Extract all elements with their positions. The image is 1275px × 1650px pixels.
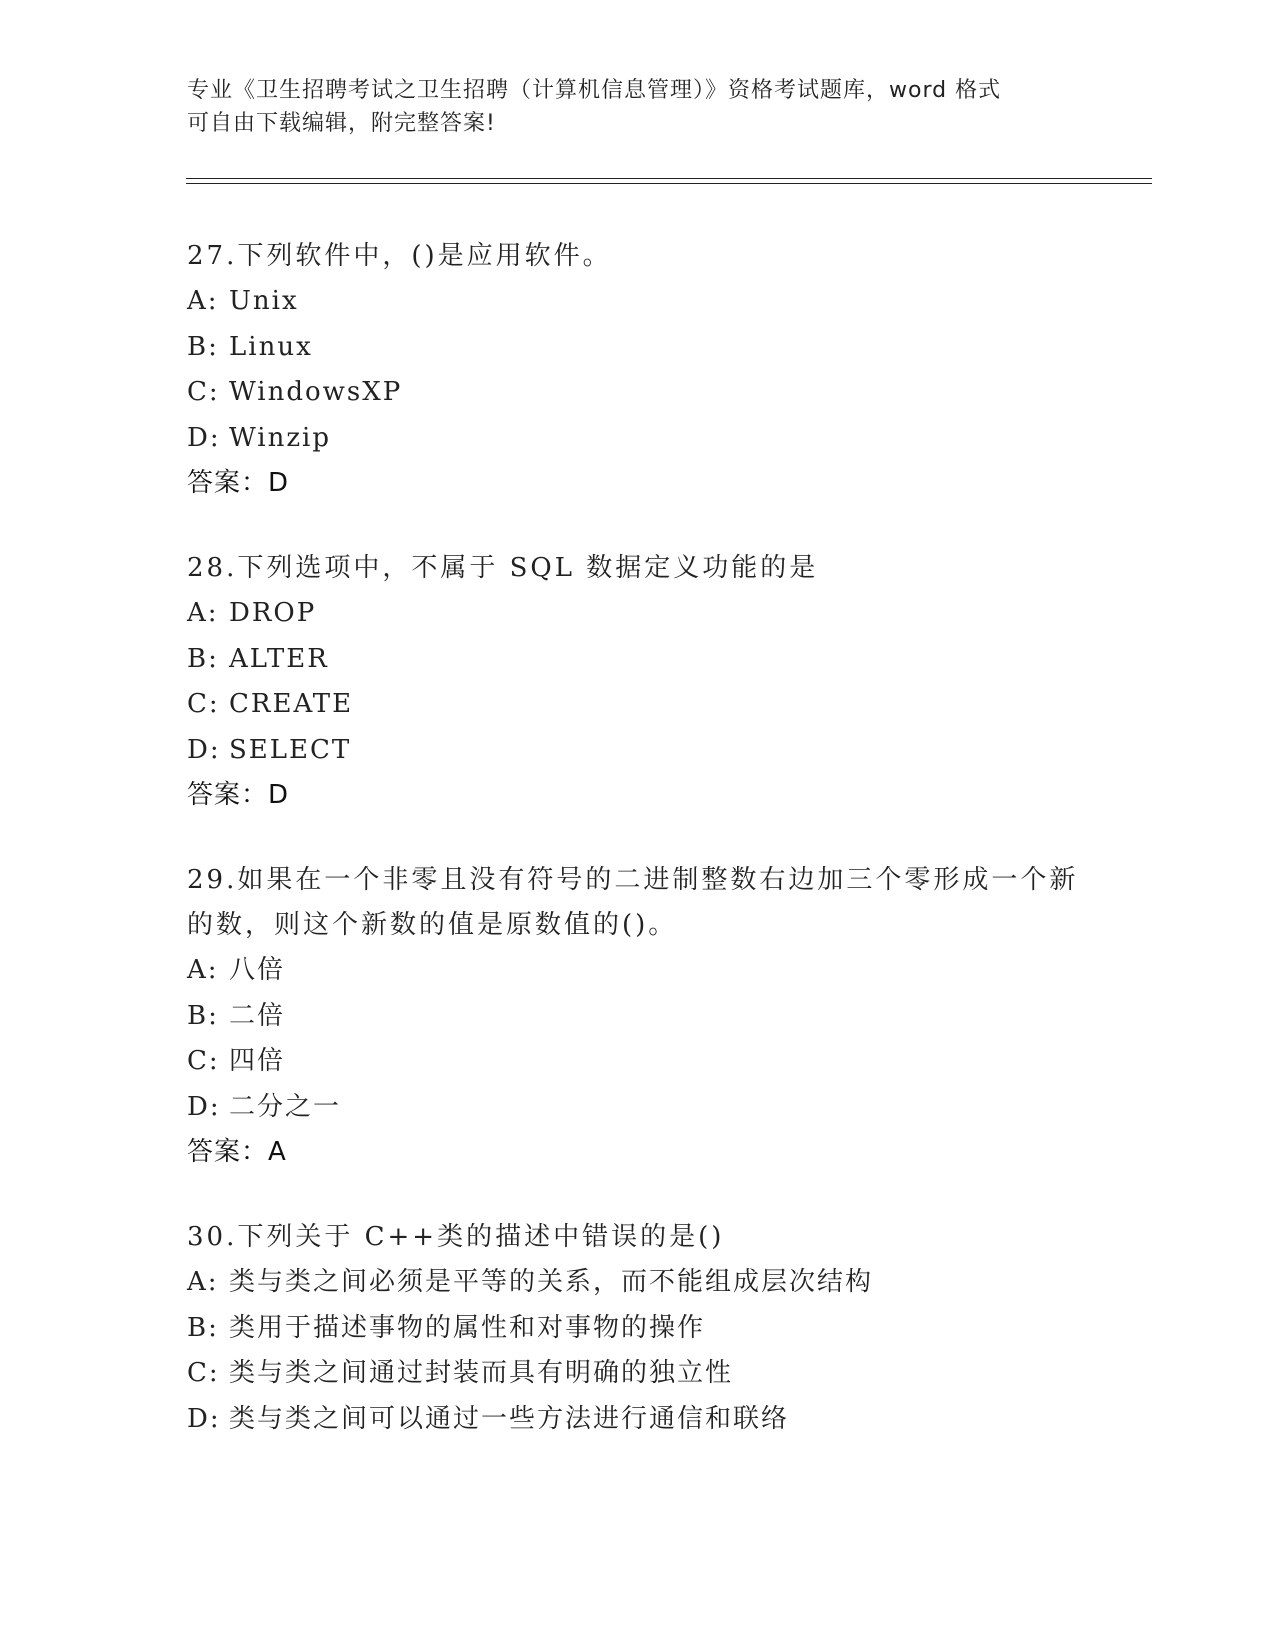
question-stem: 28.下列选项中，不属于 SQL 数据定义功能的是 xyxy=(187,553,819,583)
question-28 xyxy=(187,546,1087,817)
option-b xyxy=(187,994,1087,1040)
option-c xyxy=(187,682,1087,728)
option-b xyxy=(187,637,1087,683)
option-letter: A: xyxy=(187,1267,219,1297)
option-letter: D: xyxy=(187,734,221,765)
answer-line: 答案：D xyxy=(187,468,290,498)
option-letter: A: xyxy=(187,598,219,628)
question-stem: 30.下列关于 C++类的描述中错误的是() xyxy=(187,1222,725,1252)
option-letter: C: xyxy=(187,1358,220,1388)
option-text: 类与类之间必须是平等的关系，而不能组成层次结构 xyxy=(229,1267,874,1297)
option-text: Winzip xyxy=(229,422,331,453)
option-text: 类与类之间可以通过一些方法进行通信和联络 xyxy=(229,1403,790,1434)
option-text: 八倍 xyxy=(229,955,286,985)
option-a xyxy=(187,948,1087,994)
answer-line: 答案：D xyxy=(187,780,290,810)
option-letter: B: xyxy=(187,1312,219,1343)
option-text: 四倍 xyxy=(229,1046,286,1076)
option-letter: D: xyxy=(187,1091,221,1122)
option-letter: D: xyxy=(187,422,221,453)
question-29 xyxy=(187,858,1087,1174)
option-text: 二倍 xyxy=(229,1000,286,1031)
header-line-1: 专业《卫生招聘考试之卫生招聘（计算机信息管理）》资格考试题库，word 格式 xyxy=(187,78,1002,103)
option-d xyxy=(187,1397,1087,1443)
option-a xyxy=(187,279,1087,325)
option-letter: C: xyxy=(187,1046,220,1076)
answer-line: 答案：A xyxy=(187,1137,287,1167)
option-c xyxy=(187,1039,1087,1085)
option-text: WindowsXP xyxy=(229,377,403,407)
option-text: Linux xyxy=(229,331,313,362)
option-text: 类与类之间通过封装而具有明确的独立性 xyxy=(229,1358,734,1388)
question-stem: 29.如果在一个非零且没有符号的二进制整数右边加三个零形成一个新的数，则这个新数的值是原数值的()。 xyxy=(187,865,1079,940)
option-a xyxy=(187,1260,1087,1306)
option-b xyxy=(187,325,1087,371)
header-line-2: 可自由下载编辑，附完整答案! xyxy=(187,111,496,136)
question-27 xyxy=(187,234,1087,505)
option-text: ALTER xyxy=(229,643,329,674)
option-text: SELECT xyxy=(229,734,352,765)
option-text: CREATE xyxy=(229,689,354,719)
option-b xyxy=(187,1306,1087,1352)
option-letter: B: xyxy=(187,331,219,362)
document-header xyxy=(187,74,1087,140)
question-list xyxy=(187,234,1087,1483)
option-d xyxy=(187,416,1087,462)
option-c xyxy=(187,370,1087,416)
option-letter: B: xyxy=(187,643,219,674)
option-text: 二分之一 xyxy=(229,1091,342,1122)
question-stem: 27.下列软件中，()是应用软件。 xyxy=(187,241,612,271)
option-letter: C: xyxy=(187,689,220,719)
option-letter: C: xyxy=(187,377,220,407)
header-divider-top xyxy=(186,178,1152,179)
option-letter: A: xyxy=(187,286,219,316)
option-d xyxy=(187,1085,1087,1131)
option-text: 类用于描述事物的属性和对事物的操作 xyxy=(229,1312,706,1343)
option-letter: D: xyxy=(187,1403,221,1434)
header-divider-bottom xyxy=(186,183,1152,184)
question-30 xyxy=(187,1215,1087,1442)
option-d xyxy=(187,728,1087,774)
option-a xyxy=(187,591,1087,637)
option-text: DROP xyxy=(229,598,317,628)
option-letter: A: xyxy=(187,955,219,985)
option-c xyxy=(187,1351,1087,1397)
option-letter: B: xyxy=(187,1000,219,1031)
option-text: Unix xyxy=(229,286,299,316)
